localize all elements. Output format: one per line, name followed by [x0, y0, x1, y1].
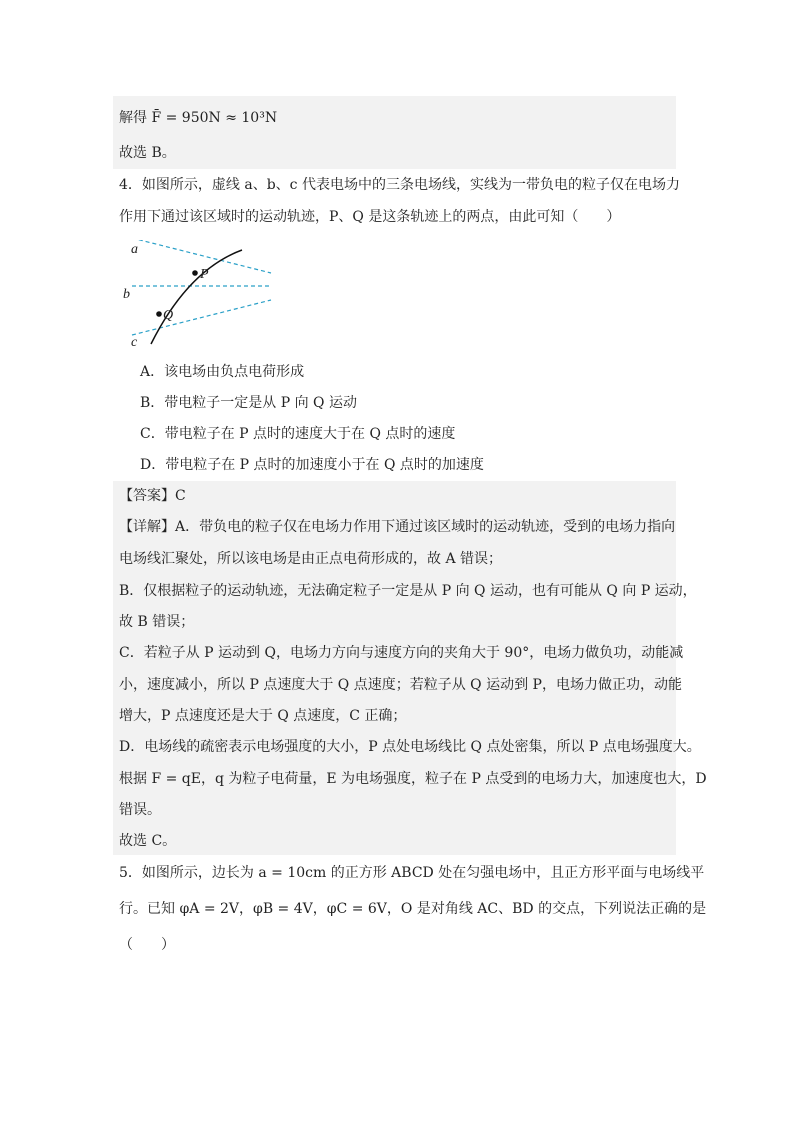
point-Q — [156, 311, 162, 317]
q5-stem-line-1: 5．如图所示，边长为 a = 10cm 的正方形 ABCD 处在匀强电场中，且正方形平面与电场线平 — [119, 865, 705, 881]
prev-solve-line: 解得 F̄ = 950N ≈ 10³N — [119, 110, 278, 126]
q4-explain-4: 故 B 错误； — [119, 614, 195, 630]
q4-explain-11: 故选 C。 — [119, 833, 177, 849]
q4-explain-10: 错误。 — [119, 802, 161, 818]
prev-solution-shade — [113, 96, 676, 169]
q4-answer: 【答案】C — [119, 488, 186, 504]
trajectory-curve — [151, 250, 242, 344]
label-Q: Q — [163, 308, 174, 323]
q4-explain-5: C．若粒子从 P 运动到 Q，电场力方向与速度方向的夹角大于 90°，电场力做负功，动能减 — [119, 645, 684, 661]
prev-choose-line: 故选 B。 — [119, 145, 176, 161]
answer-shade — [113, 481, 676, 855]
q4-explain-6: 小，速度减小，所以 P 点速度大于 Q 点速度；若粒子从 Q 运动到 P，电场力做正功，动能 — [119, 677, 682, 693]
q4-option-b: B．带电粒子一定是从 P 向 Q 运动 — [140, 395, 357, 411]
q4-option-c: C．带电粒子在 P 点时的速度大于在 Q 点时的速度 — [140, 426, 456, 442]
q4-explain-7: 增大，P 点速度还是大于 Q 点速度，C 正确； — [119, 708, 407, 724]
q4-explain-2: 电场线汇聚处，所以该电场是由正点电荷形成的，故 A 错误； — [119, 551, 503, 567]
label-a: a — [131, 242, 138, 257]
q4-option-a: A．该电场由负点电荷形成 — [140, 364, 305, 380]
q5-stem-line-3: （ ） — [119, 937, 175, 953]
field-line-c — [132, 300, 271, 335]
q4-explain-9: 根据 F = qE，q 为粒子电荷量，E 为电场强度，粒子在 P 点受到的电场力大，加速度也大，D — [119, 771, 707, 787]
q5-stem-line-2: 行。已知 φA = 2V，φB = 4V，φC = 6V，O 是对角线 AC、BD 的交点，下列说法正确的是 — [119, 901, 707, 917]
point-P — [192, 270, 198, 276]
label-b: b — [123, 287, 130, 302]
q4-option-d: D．带电粒子在 P 点时的加速度小于在 Q 点时的加速度 — [140, 457, 484, 473]
q4-stem-line-1: 4．如图所示，虚线 a、b、c 代表电场中的三条电场线，实线为一带负电的粒子仅在电场力 — [119, 177, 680, 193]
q4-explain-8: D．电场线的疏密表示电场强度的大小，P 点处电场线比 Q 点处密集，所以 P 点电场强度大。 — [119, 739, 701, 755]
electric-field-figure — [118, 240, 278, 352]
q4-stem-line-2: 作用下通过该区域时的运动轨迹，P、Q 是这条轨迹上的两点，由此可知（ ） — [119, 209, 621, 225]
q4-explain-3: B．仅根据粒子的运动轨迹，无法确定粒子一定是从 P 向 Q 运动，也有可能从 Q 向 P 运动， — [119, 583, 697, 599]
q4-explain-1: 【详解】A．带负电的粒子仅在电场力作用下通过该区域时的运动轨迹，受到的电场力指向 — [119, 519, 676, 535]
label-P: P — [200, 267, 209, 282]
label-c: c — [131, 335, 138, 350]
